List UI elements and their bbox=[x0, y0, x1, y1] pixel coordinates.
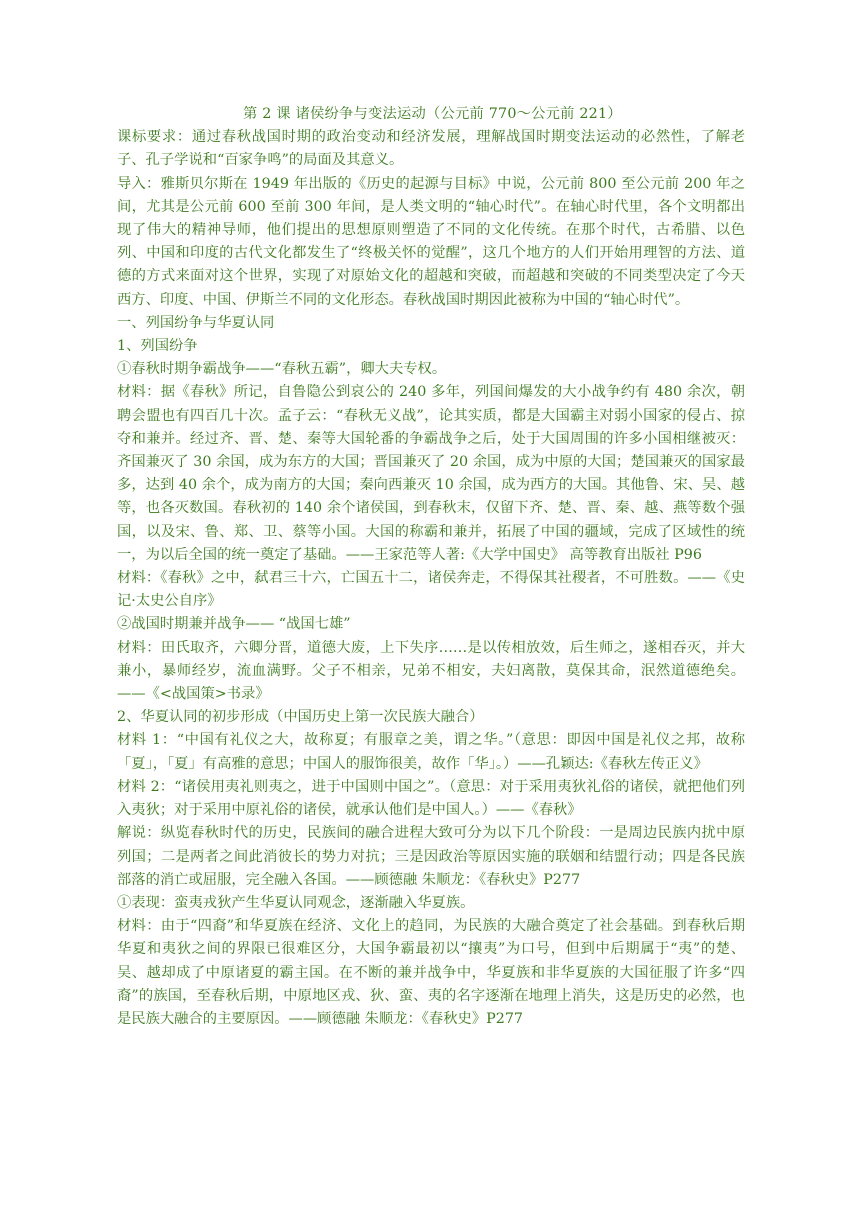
subsection-heading-1: 1、列国纷争 bbox=[117, 338, 198, 355]
introduction-paragraph: 导入：雅斯贝尔斯在 1949 年出版的《历史的起源与目标》中说，公元前 800 至公元前 200 年之间，尤其是公元前 600 至前 300 年间，是人类文明的“轴心时代”。在轴心时代里，各个文明都出现了伟大的精神导师，他们提出的思想原则塑造了不同的文化传统。在那个时代，古希腊、以色列、中国和印度的古代文化都发生了“终极关怀的觉醒”，这几个地方的人们开始用理智的方法、道德的方式来面对这个世界，实现了对原始文化的超越和突破，而超越和突破的不同类型决定了今天西方、印度、中国、伊斯兰不同的文化形态。春秋战国时期因此被称为中国的“轴心时代”。 bbox=[117, 175, 745, 308]
point-spring-autumn-hegemony: ①春秋时期争霸战争——“春秋五霸”，卿大夫专权。 bbox=[117, 361, 447, 378]
curriculum-requirements: 课标要求：通过春秋战国时期的政治变动和经济发展，理解战国时期变法运动的必然性，了解老子、孔子学说和“百家争鸣”的局面及其意义。 bbox=[117, 129, 745, 169]
material-paragraph: 材料：田氏取齐，六卿分晋，道德大废，上下失序……是以传相放效，后生师之，遂相吞灭，并大兼小，暴师经岁，流血满野。父子不相亲，兄弟不相安，夫妇离散，莫保其命，泯然道德绝矣。——《<战国策>书录》 bbox=[117, 639, 745, 703]
material-paragraph: 材料 2：“诸侯用夷礼则夷之，进于中国则中国之”。（意思：对于采用夷狄礼俗的诸侯，就把他们列入夷狄；对于采用中原礼俗的诸侯，就承认他们是中国人。）——《春秋》 bbox=[117, 778, 745, 819]
material-paragraph: 材料：由于“四裔”和华夏族在经济、文化上的趋同，为民族的大融合奠定了社会基础。到春秋后期华夏和夷狄之间的界限已很难区分，大国争霸最初以“攘夷”为口号，但到中后期属于“夷”的楚、吴、越却成了中原诸夏的霸主国。在不断的兼并战争中，华夏族和非华夏族的大国征服了许多“四裔”的族国，至春秋后期，中原地区戎、狄、蛮、夷的名字逐渐在地理上消失，这是历史的必然，也是民族大融合的主要原因。——顾德融 朱顺龙：《春秋史》P277 bbox=[117, 918, 745, 1027]
lesson-title: 第 2 课 诸侯纷争与变法运动（公元前 770～公元前 221） bbox=[243, 106, 622, 122]
material-paragraph: 材料：《春秋》之中，弑君三十六，亡国五十二，诸侯奔走，不得保其社稷者，不可胜数。——《史记·太史公自序》 bbox=[117, 570, 745, 610]
point-warring-states: ②战国时期兼并战争—— “战国七雄” bbox=[117, 616, 351, 633]
material-paragraph: 材料 1：“中国有礼仪之大，故称夏；有服章之美，谓之华。”（意思：即因中国是礼仪之邦，故称「夏」，「夏」有高雅的意思；中国人的服饰很美，故作「华」。）——孔颖达:《春秋左传正义》 bbox=[117, 732, 745, 772]
subsection-heading-2: 2、华夏认同的初步形成（中国历史上第一次民族大融合） bbox=[117, 709, 484, 726]
explanation-paragraph: 解说：纵览春秋时代的历史，民族间的融合进程大致可分为以下几个阶段：一是周边民族内扰中原列国；二是两者之间此消彼长的势力对抗；三是因政治等原因实施的联姻和结盟行动；四是各民族部落的消亡或屈服，完全融入各国。——顾德融 朱顺龙：《春秋史》P277 bbox=[117, 825, 745, 888]
document-body bbox=[117, 103, 745, 1031]
point-manifestation: ①表现：蛮夷戎狄产生华夏认同观念，逐渐融入华夏族。 bbox=[117, 894, 475, 911]
material-paragraph: 材料：据《春秋》所记，自鲁隐公到哀公的 240 多年，列国间爆发的大小战争约有 480 余次，朝聘会盟也有四百几十次。孟子云：“春秋无义战”，论其实质，都是大国霸主对弱小国家的侵占、掠夺和兼并。经过齐、晋、楚、秦等大国轮番的争霸战争之后，处于大国周围的许多小国相继被灭：齐国兼灭了 30 余国，成为东方的大国；晋国兼灭了 20 余国，成为中原的大国；楚国兼灭的国家最多，达到 40 余个，成为南方的大国；秦向西兼灭 10 余国，成为西方的大国。其他鲁、宋、吴、越等，也各灭数国。春秋初的 140 余个诸侯国，到春秋末，仅留下齐、楚、晋、秦、越、燕等数个强国，以及宋、鲁、郑、卫、蔡等小国。大国的称霸和兼并，拓展了中国的疆域，完成了区域性的统一，为以后全国的统一奠定了基础。——王家范等人著:《大学中国史》 高等教育出版社 P96 bbox=[117, 384, 745, 563]
section-heading-1: 一、列国纷争与华夏认同 bbox=[117, 314, 275, 331]
